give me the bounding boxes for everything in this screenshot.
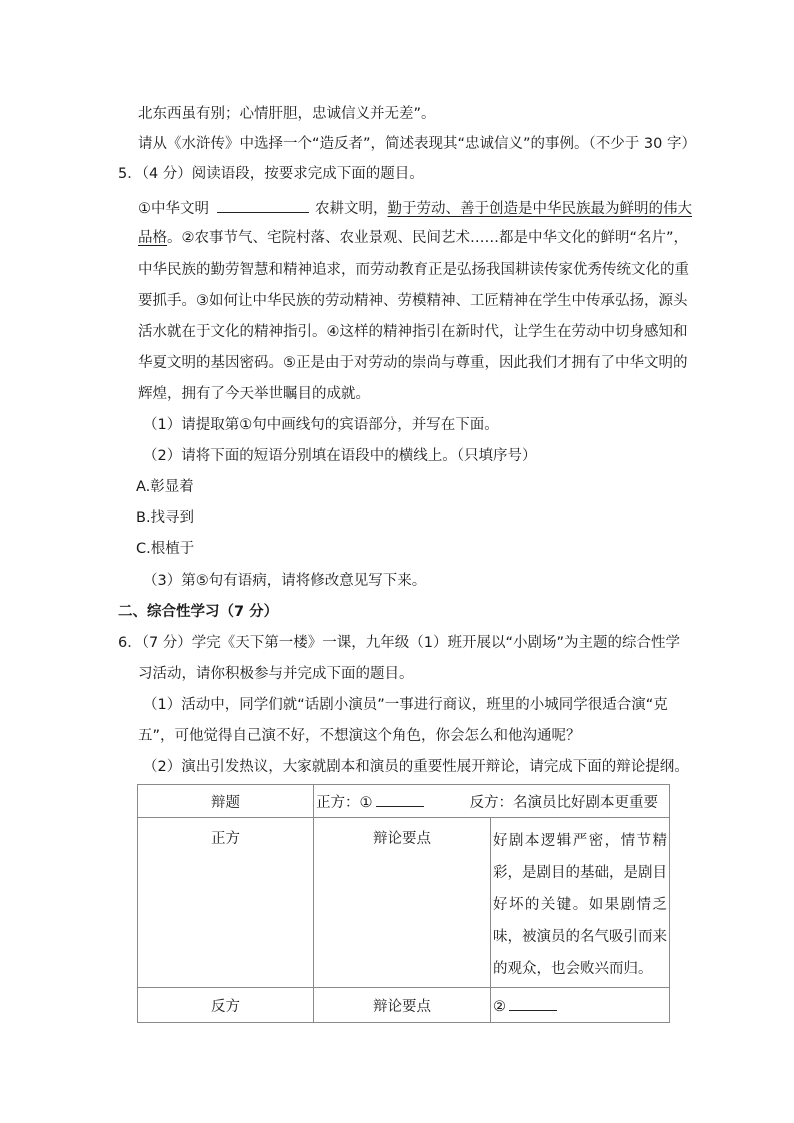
passage-line-1 xyxy=(138,196,692,216)
con-topic: 反方：名演员比好剧本更重要 xyxy=(469,794,659,811)
passage-line-4: 要抓手。③如何让中华民族的劳动精神、劳模精神、工匠精神在学生中传承弘扬，源头 xyxy=(138,293,688,309)
option-b: B.找寻到 xyxy=(136,510,195,526)
pro-points-label: 辩论要点 xyxy=(314,818,491,988)
passage-line-2 xyxy=(138,228,688,248)
passage-line-7: 辉煌，拥有了今天举世瞩目的成就。 xyxy=(138,386,370,402)
table-row-topic xyxy=(138,785,670,818)
con-side-label: 反方 xyxy=(138,988,314,1023)
passage-line-5: 活水就在于文化的精神指引。④这样的精神指引在新时代，让学生在劳动中切身感知和 xyxy=(138,324,688,340)
pro-topic-prefix: 正方：① xyxy=(316,794,373,811)
q6-header-line2: 习活动，请你积极参与并完成下面的题目。 xyxy=(138,666,414,682)
passage-text: 。②农事节气、宅院村落、农业景观、民间艺术……都是中华文化的鲜明“名片”， xyxy=(167,230,689,246)
pro-points-text: 好剧本逻辑严密，情节精彩，是剧目的基础，是剧目好坏的关键。如果剧情乏味，被演员的名气吸引而来的观众，也会败兴而归。 xyxy=(491,818,670,988)
q4-prompt: 请从《水浒传》中选择一个“造反者”，简述表现其“忠诚信义”的事例。（不少于 30 字） xyxy=(138,136,696,152)
fill-blank-con-points[interactable] xyxy=(509,995,557,1011)
passage-line-6: 华夏文明的基因密码。⑤正是由于对劳动的崇尚与尊重，因此我们才拥有了中华文明的 xyxy=(138,355,688,371)
topic-label: 辩题 xyxy=(138,785,314,818)
pro-side-label: 正方 xyxy=(138,818,314,988)
section-title: 二、综合性学习（7 分） xyxy=(118,604,279,620)
q6-sub1-line1: （1）活动中，同学们就“话剧小演员”一事进行商议，班里的小城同学很适合演“克 xyxy=(143,697,668,713)
q6-sub2: （2）演出引发热议，大家就剧本和演员的重要性展开辩论，请完成下面的辩论提纲。 xyxy=(143,759,689,775)
underlined-sentence-end: 品格 xyxy=(138,230,167,246)
topic-cell xyxy=(314,785,670,818)
option-a: A.彰显着 xyxy=(136,479,194,495)
q5-sub3: （3）第⑤句有语病，请将修改意见写下来。 xyxy=(143,573,427,589)
passage-line-3: 中华民族的勤劳智慧和精神追求，而劳动教育正是弘扬我国耕读传家优秀传统文化的重 xyxy=(138,262,689,278)
fill-blank-1[interactable] xyxy=(217,196,309,213)
q5-sub1: （1）请提取第①句中画线句的宾语部分，并写在下面。 xyxy=(143,417,499,433)
fill-blank-pro-topic[interactable] xyxy=(376,791,424,807)
con-points-cell xyxy=(491,988,670,1023)
q5-header: 5．（4 分）阅读语段，按要求完成下面的题目。 xyxy=(118,166,424,182)
q5-sub2: （2）请将下面的短语分别填在语段中的横线上。（只填序号） xyxy=(143,448,537,464)
q6-sub1-line2: 五”，可他觉得自己演不好，不想演这个角色，你会怎么和他沟通呢？ xyxy=(138,728,581,744)
passage-text: 农耕文明， xyxy=(315,201,388,217)
table-row-pro xyxy=(138,818,670,988)
passage-text: ①中华文明 xyxy=(138,201,209,217)
q6-header-line1: 6．（7 分）学完《天下第一楼》一课，九年级（1）班开展以“小剧场”为主题的综合性学 xyxy=(118,635,681,651)
table-row-con xyxy=(138,988,670,1023)
poem-ending-line: 北东西虽有别；心情肝胆，忠诚信义并无差”。 xyxy=(138,106,436,122)
con-points-label: 辩论要点 xyxy=(314,988,491,1023)
underlined-sentence: 勤于劳动、善于创造是中华民族最为鲜明的伟大 xyxy=(387,201,692,217)
debate-outline-table xyxy=(137,784,670,1023)
con-points-prefix: ② xyxy=(493,999,507,1015)
option-c: C.根植于 xyxy=(136,541,195,557)
